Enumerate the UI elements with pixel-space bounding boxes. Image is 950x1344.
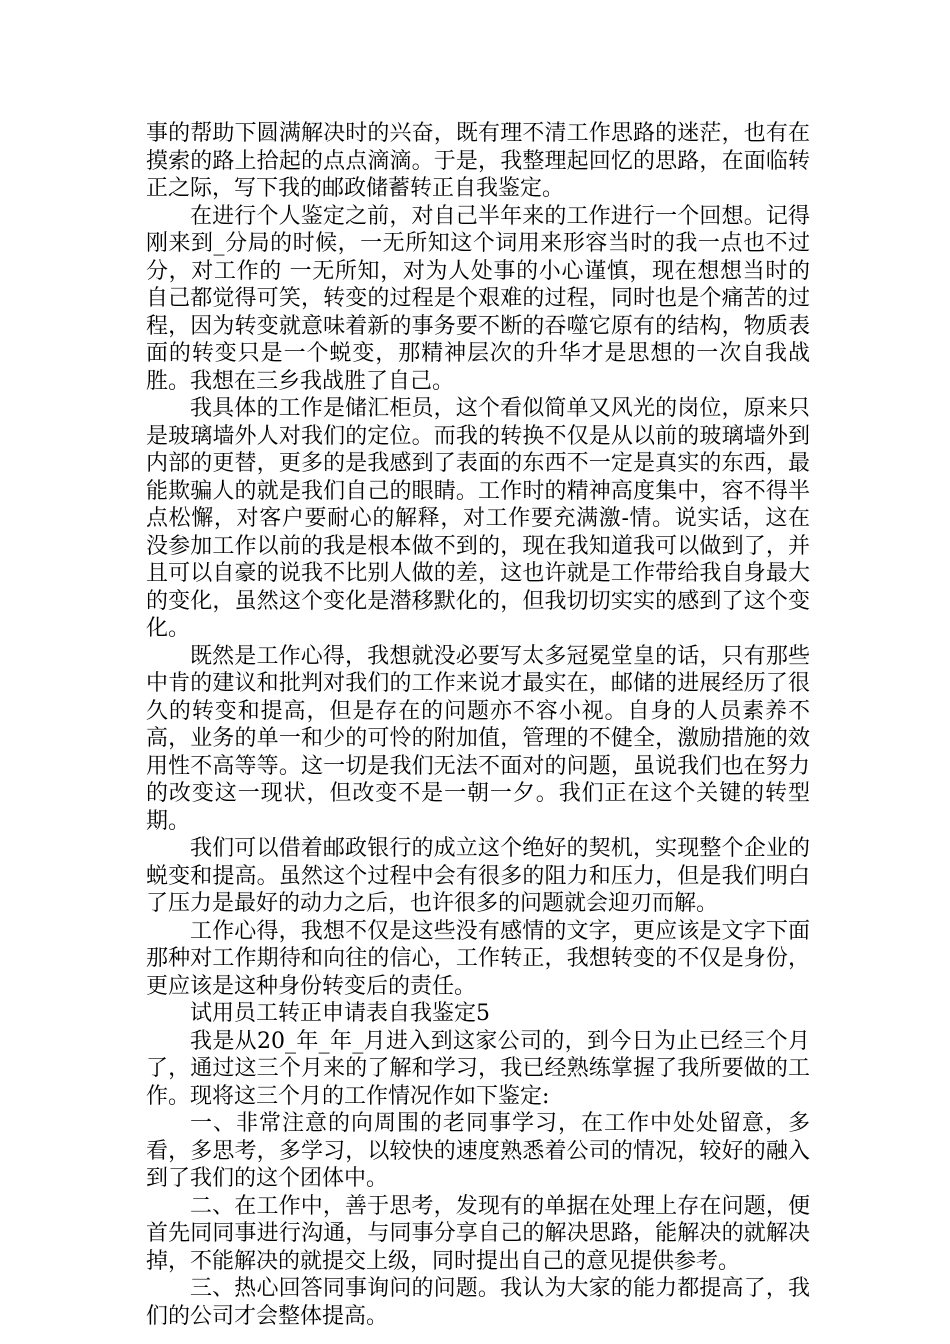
paragraph: 我具体的工作是储汇柜员，这个看似简单又风光的岗位，原来只是玻璃墙外人对我们的定位。而我的转换不仅是从以前的玻璃墙外到内部的更替，更多的是我感到了表面的东西不一定是真实的东西，最能欺骗人的就是我们自己的眼睛。工作时的精神高度集中，容不得半点松懈，对客户要耐心的解释，对工作要充满激-情。说实话，这在没参加工作以前的我是根本做不到的，现在我知道我可以做到了，并且可以自豪的说我不比别人做的差，这也许就是工作带给我自身最大的变化，虽然这个变化是潜移默化的，但我切切实实的感到了这个变化。 <box>146 396 810 641</box>
paragraph: 在进行个人鉴定之前，对自己半年来的工作进行一个回想。记得刚来到_分局的时候，一无所知这个词用来形容当时的我一点也不过分，对工作的 一无所知，对为人处事的小心谨慎，现在想想当时的自己都觉得可笑，转变的过程是个艰难的过程，同时也是个痛苦的过程，因为转变就意味着新的事务要不断的吞噬它原有的结构，物质表面的转变只是一个蜕变，那精神层次的升华才是思想的一次自我战胜。我想在三乡我战胜了自己。 <box>146 203 810 394</box>
paragraph: 一、非常注意的向周围的老同事学习，在工作中处处留意，多看，多思考，多学习，以较快的速度熟悉着公司的情况，较好的融入到了我们的这个团体中。 <box>146 1111 810 1191</box>
paragraph: 我是从20_年_年_月进入到这家公司的，到今日为止已经三个月了，通过这三个月来的了解和学习，我已经熟练掌握了我所要做的工作。现将这三个月的工作情况作如下鉴定: <box>146 1028 810 1109</box>
paragraph: 既然是工作心得，我想就没必要写太多冠冕堂皇的话，只有那些中肯的建议和批判对我们的工作来说才最实在，邮储的进展经历了很久的转变和提高，但是存在的问题亦不容小视。自身的人员素养不高，业务的单一和少的可怜的附加值，管理的不健全，激励措施的效用性不高等等。这一切是我们无法不面对的问题，虽说我们也在努力的改变这一现状，但改变不是一朝一夕。我们正在这个关键的转型期。 <box>146 643 810 834</box>
section-heading: 试用员工转正申请表自我鉴定5 <box>190 1001 490 1026</box>
paragraph: 三、热心回答同事询问的问题。我认为大家的能力都提高了，我们的公司才会整体提高。 <box>146 1276 810 1329</box>
document-body <box>146 120 810 1330</box>
paragraph: 二、在工作中，善于思考，发现有的单据在处理上存在问题，便首先同同事进行沟通，与同事分享自己的解决思路，能解决的就解决掉，不能解决的就提交上级，同时提出自己的意见提供参考。 <box>146 1193 810 1274</box>
paragraph: 工作心得，我想不仅是这些没有感情的文字，更应该是文字下面那种对工作期待和向往的信心，工作转正，我想转变的不仅是身份，更应该是这种身份转变后的责任。 <box>146 918 810 999</box>
paragraph: 我们可以借着邮政银行的成立这个绝好的契机，实现整个企业的蜕变和提高。虽然这个过程中会有很多的阻力和压力，但是我们明白了压力是最好的动力之后，也许很多的问题就会迎刃而解。 <box>146 836 810 916</box>
paragraph: 事的帮助下圆满解决时的兴奋，既有理不清工作思路的迷茫，也有在摸索的路上拾起的点点滴滴。于是，我整理起回忆的思路，在面临转正之际，写下我的邮政储蓄转正自我鉴定。 <box>146 121 810 201</box>
